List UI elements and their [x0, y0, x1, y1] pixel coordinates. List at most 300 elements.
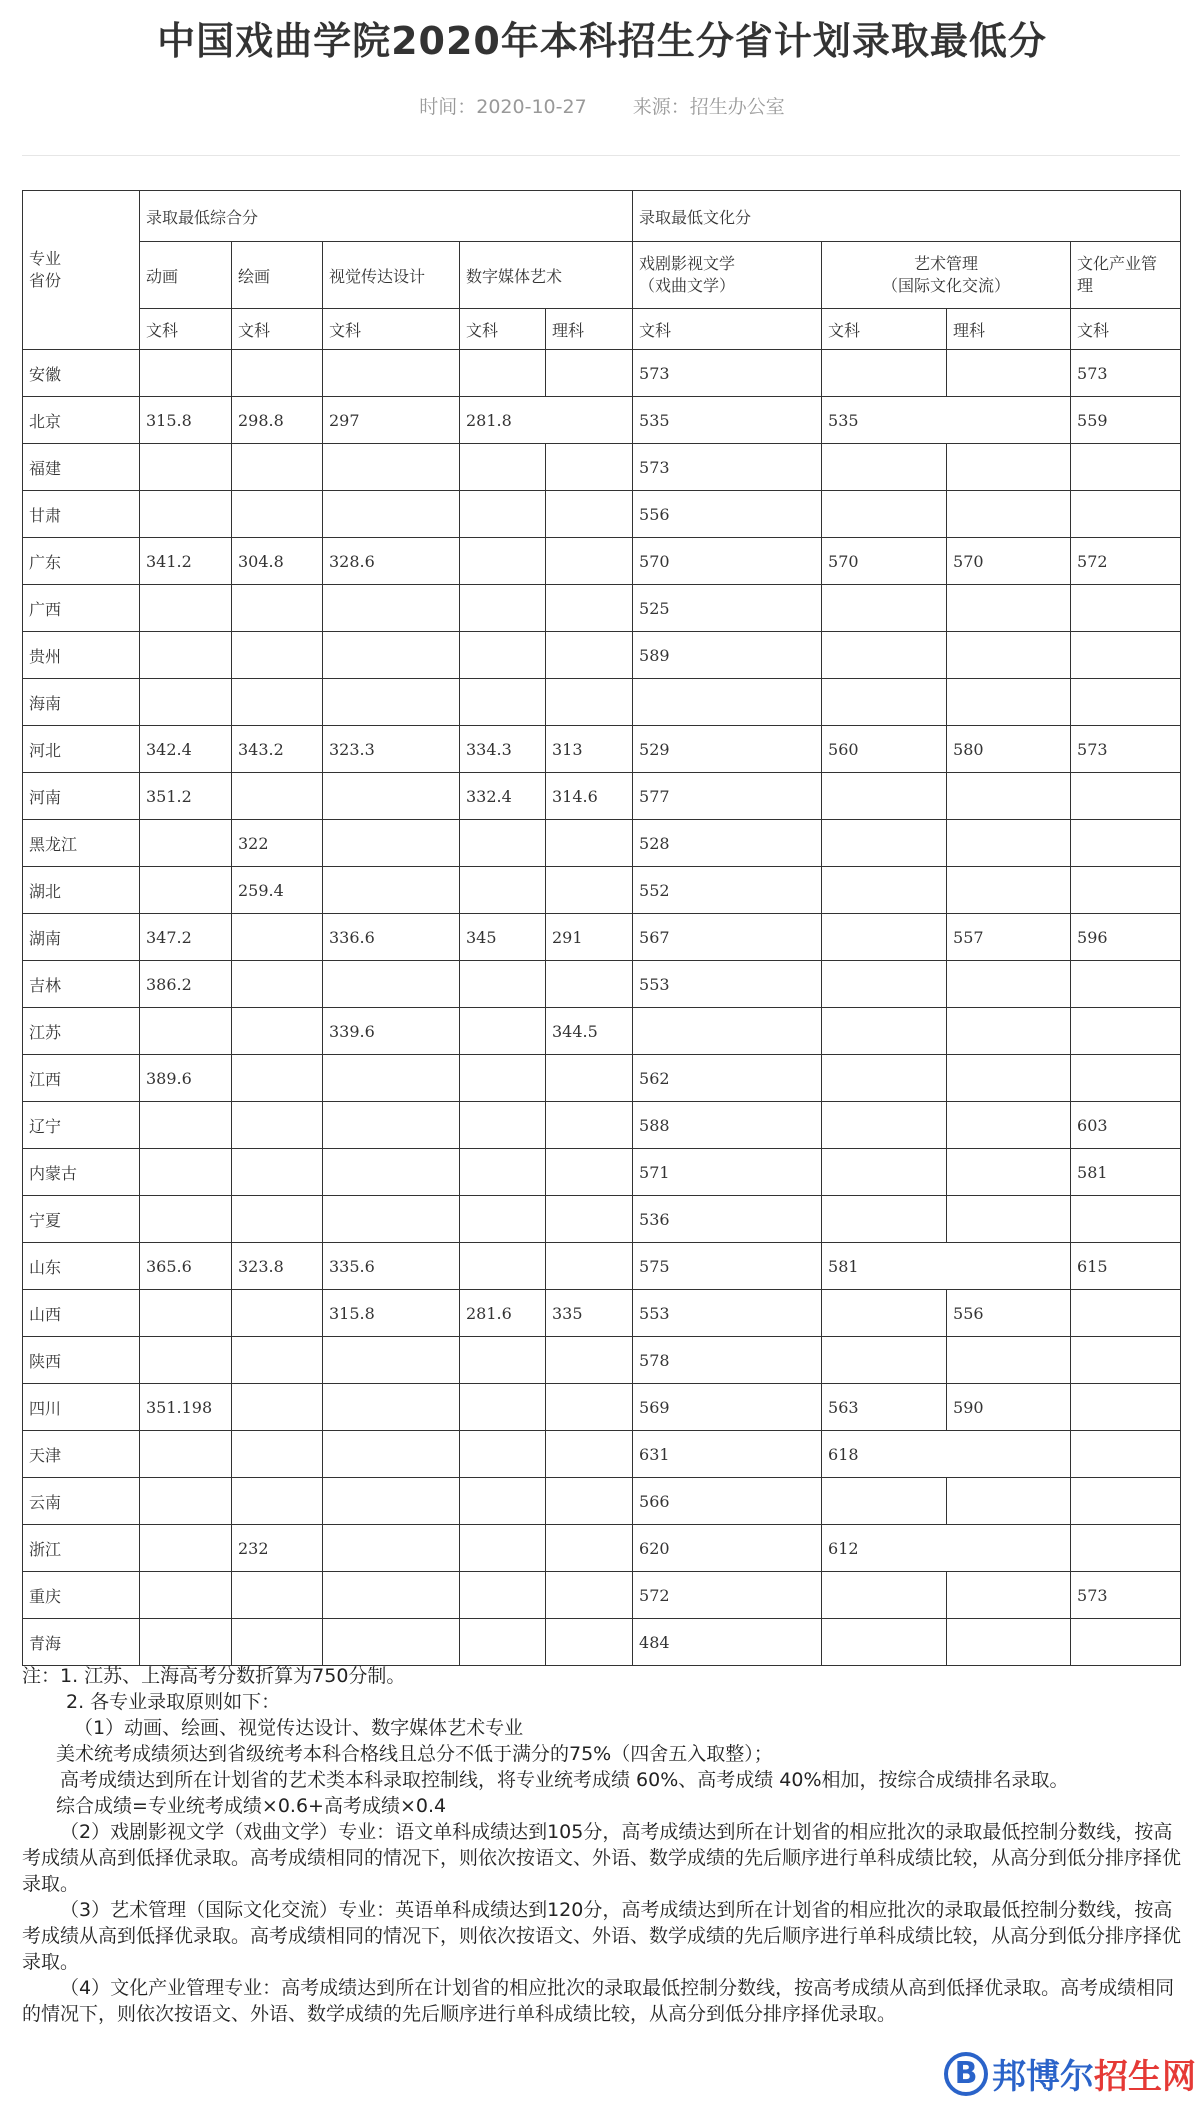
score-cell [947, 1055, 1071, 1102]
score-cell [232, 444, 323, 491]
score-cell [822, 961, 947, 1008]
score-cell: 525 [633, 585, 822, 632]
score-cell: 259.4 [232, 867, 323, 914]
score-cell: 573 [1071, 726, 1181, 773]
score-cell: 575 [633, 1243, 822, 1290]
group-header-composite: 录取最低综合分 [140, 191, 633, 242]
province-cell: 福建 [23, 444, 140, 491]
province-cell: 山西 [23, 1290, 140, 1337]
score-cell [460, 1478, 546, 1525]
score-cell [1071, 1055, 1181, 1102]
table-row [23, 773, 1181, 820]
score-cell [546, 1431, 633, 1478]
score-cell [460, 1431, 546, 1478]
score-cell [460, 585, 546, 632]
score-cell: 552 [633, 867, 822, 914]
score-cell: 562 [633, 1055, 822, 1102]
score-cell: 603 [1071, 1102, 1181, 1149]
subject-header: 文科 [1071, 309, 1181, 350]
score-cell [822, 773, 947, 820]
score-cell [460, 1055, 546, 1102]
score-cell: 344.5 [546, 1008, 633, 1055]
score-cell [546, 1243, 633, 1290]
score-cell [323, 1196, 460, 1243]
score-cell [140, 867, 232, 914]
score-cell: 560 [822, 726, 947, 773]
score-cell [546, 1337, 633, 1384]
score-cell [1071, 1478, 1181, 1525]
table-row [23, 632, 1181, 679]
table-row [23, 444, 1181, 491]
score-cell [633, 1008, 822, 1055]
subject-header: 文科 [633, 309, 822, 350]
score-cell: 351.198 [140, 1384, 232, 1431]
subject-header: 理科 [947, 309, 1071, 350]
score-cell: 535 [633, 397, 822, 444]
table-row [23, 1290, 1181, 1337]
score-cell: 332.4 [460, 773, 546, 820]
article-meta [0, 92, 1204, 119]
score-cell [323, 444, 460, 491]
major-header-huihua: 绘画 [232, 242, 323, 309]
score-cell [546, 1572, 633, 1619]
score-cell: 573 [633, 350, 822, 397]
score-cell [947, 1619, 1071, 1666]
score-cell [546, 1384, 633, 1431]
score-cell [822, 679, 947, 726]
table-row [23, 1431, 1181, 1478]
score-cell: 536 [633, 1196, 822, 1243]
score-cell: 631 [633, 1431, 822, 1478]
score-cell: 596 [1071, 914, 1181, 961]
score-cell [546, 1619, 633, 1666]
province-cell: 甘肃 [23, 491, 140, 538]
score-cell [323, 585, 460, 632]
score-cell: 342.4 [140, 726, 232, 773]
score-cell [947, 1102, 1071, 1149]
table-row [23, 1384, 1181, 1431]
score-cell: 573 [633, 444, 822, 491]
score-cell [822, 867, 947, 914]
score-cell [232, 1572, 323, 1619]
notes-section [22, 1663, 1182, 2027]
table-row [23, 1008, 1181, 1055]
watermark-text-a: 邦博尔 [992, 2057, 1094, 2097]
score-cell: 535 [822, 397, 1071, 444]
score-cell [1071, 867, 1181, 914]
score-cell: 588 [633, 1102, 822, 1149]
score-cell [1071, 1290, 1181, 1337]
score-cell: 281.8 [460, 397, 633, 444]
score-cell [323, 350, 460, 397]
province-cell: 湖南 [23, 914, 140, 961]
score-cell [546, 961, 633, 1008]
score-rows [23, 350, 1181, 1666]
score-cell [1071, 1619, 1181, 1666]
title-divider [22, 155, 1180, 156]
score-cell [323, 1572, 460, 1619]
watermark-text [992, 2049, 1196, 2098]
score-cell: 556 [633, 491, 822, 538]
score-cell [232, 1008, 323, 1055]
score-cell: 567 [633, 914, 822, 961]
watermark-text-b: 招生网 [1094, 2057, 1196, 2097]
table-row [23, 1572, 1181, 1619]
score-cell [947, 679, 1071, 726]
score-cell [232, 914, 323, 961]
score-cell: 612 [822, 1525, 1071, 1572]
score-cell: 323.3 [323, 726, 460, 773]
score-cell: 386.2 [140, 961, 232, 1008]
score-cell [947, 1337, 1071, 1384]
province-cell: 安徽 [23, 350, 140, 397]
score-cell [1071, 632, 1181, 679]
score-cell: 315.8 [323, 1290, 460, 1337]
province-cell: 江西 [23, 1055, 140, 1102]
score-cell [140, 491, 232, 538]
major-header-shuzi: 数字媒体艺术 [460, 242, 633, 309]
score-cell [140, 679, 232, 726]
table-row [23, 961, 1181, 1008]
province-cell: 广东 [23, 538, 140, 585]
major-header-donghua: 动画 [140, 242, 232, 309]
table-row [23, 538, 1181, 585]
score-cell [822, 1008, 947, 1055]
score-cell: 580 [947, 726, 1071, 773]
watermark-logo-icon: B [944, 2052, 988, 2096]
score-cell [947, 773, 1071, 820]
score-cell [546, 1196, 633, 1243]
province-cell: 河北 [23, 726, 140, 773]
score-cell [232, 679, 323, 726]
province-cell: 辽宁 [23, 1102, 140, 1149]
score-cell [323, 491, 460, 538]
score-cell: 563 [822, 1384, 947, 1431]
subject-header: 理科 [546, 309, 633, 350]
score-cell: 620 [633, 1525, 822, 1572]
score-cell [232, 632, 323, 679]
score-cell [460, 867, 546, 914]
score-cell [460, 1525, 546, 1572]
score-cell [947, 632, 1071, 679]
score-cell: 345 [460, 914, 546, 961]
score-cell [140, 1478, 232, 1525]
score-table [22, 190, 1181, 1666]
score-cell [323, 1384, 460, 1431]
score-cell: 343.2 [232, 726, 323, 773]
score-cell: 365.6 [140, 1243, 232, 1290]
score-cell [1071, 585, 1181, 632]
note-line: 高考成绩达到所在计划省的艺术类本科录取控制线，将专业统考成绩 60%、高考成绩 40%相加，按综合成绩排名录取。 [60, 1769, 1069, 1791]
score-cell: 572 [633, 1572, 822, 1619]
subject-header: 文科 [822, 309, 947, 350]
score-cell [546, 1055, 633, 1102]
score-cell: 298.8 [232, 397, 323, 444]
score-cell [323, 632, 460, 679]
score-cell [140, 585, 232, 632]
table-row [23, 820, 1181, 867]
score-cell [232, 585, 323, 632]
score-cell: 351.2 [140, 773, 232, 820]
publish-time: 时间：2020-10-27 [419, 96, 587, 118]
score-cell: 529 [633, 726, 822, 773]
table-row [23, 1149, 1181, 1196]
score-cell [822, 491, 947, 538]
score-cell [822, 585, 947, 632]
score-cell [546, 538, 633, 585]
province-cell: 江苏 [23, 1008, 140, 1055]
table-row [23, 1337, 1181, 1384]
score-cell [546, 1525, 633, 1572]
score-cell [232, 1055, 323, 1102]
score-cell [546, 820, 633, 867]
score-cell [822, 1055, 947, 1102]
score-cell [323, 679, 460, 726]
table-row [23, 491, 1181, 538]
score-cell: 323.8 [232, 1243, 323, 1290]
score-cell: 335 [546, 1290, 633, 1337]
score-cell [947, 1196, 1071, 1243]
score-cell: 572 [1071, 538, 1181, 585]
province-cell: 山东 [23, 1243, 140, 1290]
score-cell [460, 444, 546, 491]
score-cell [232, 1431, 323, 1478]
table-row [23, 350, 1181, 397]
score-cell [232, 491, 323, 538]
score-cell [140, 1008, 232, 1055]
score-cell [323, 1478, 460, 1525]
score-cell [546, 350, 633, 397]
group-header-culture: 录取最低文化分 [633, 191, 1181, 242]
score-cell [1071, 1525, 1181, 1572]
score-cell [232, 350, 323, 397]
score-cell: 570 [633, 538, 822, 585]
table-row [23, 867, 1181, 914]
score-cell [323, 1102, 460, 1149]
score-cell: 573 [1071, 1572, 1181, 1619]
score-cell [1071, 961, 1181, 1008]
score-cell: 556 [947, 1290, 1071, 1337]
score-cell [232, 1290, 323, 1337]
province-cell: 陕西 [23, 1337, 140, 1384]
score-cell [1071, 491, 1181, 538]
province-cell: 湖北 [23, 867, 140, 914]
page-title: 中国戏曲学院2020年本科招生分省计划录取最低分 [157, 19, 1047, 63]
score-cell [323, 773, 460, 820]
score-cell [947, 1478, 1071, 1525]
score-cell [460, 1384, 546, 1431]
score-cell: 313 [546, 726, 633, 773]
score-cell: 581 [822, 1243, 1071, 1290]
site-watermark [944, 2049, 1196, 2098]
score-cell [546, 632, 633, 679]
score-cell: 314.6 [546, 773, 633, 820]
subject-header: 文科 [323, 309, 460, 350]
score-cell [323, 1149, 460, 1196]
score-cell [460, 820, 546, 867]
score-cell [546, 679, 633, 726]
score-cell: 559 [1071, 397, 1181, 444]
score-cell: 484 [633, 1619, 822, 1666]
subject-header: 文科 [232, 309, 323, 350]
score-cell [947, 491, 1071, 538]
province-cell: 青海 [23, 1619, 140, 1666]
score-cell: 304.8 [232, 538, 323, 585]
note-line: （2）戏剧影视文学（戏曲文学）专业：语文单科成绩达到105分，高考成绩达到所在计划省的相应批次的录取最低控制分数线，按高考成绩从高到低择优录取。高考成绩相同的情况下，则依次按语文、外语、数学成绩的先后顺序进行单科成绩比较，从高分到低分排序择优录取。 [22, 1821, 1182, 1895]
score-cell [232, 1619, 323, 1666]
score-cell [1071, 679, 1181, 726]
table-row [23, 1525, 1181, 1572]
score-cell [947, 444, 1071, 491]
score-cell [1071, 1384, 1181, 1431]
score-cell [822, 1337, 947, 1384]
score-cell [460, 1008, 546, 1055]
score-cell [140, 1290, 232, 1337]
table-row [23, 1102, 1181, 1149]
score-cell [1071, 773, 1181, 820]
table-row [23, 726, 1181, 773]
province-cell: 重庆 [23, 1572, 140, 1619]
score-cell [460, 679, 546, 726]
subject-header: 文科 [140, 309, 232, 350]
score-cell [323, 820, 460, 867]
note-line: 综合成绩=专业统考成绩×0.6+高考成绩×0.4 [56, 1795, 447, 1817]
score-cell [460, 632, 546, 679]
score-cell [947, 961, 1071, 1008]
score-cell [232, 1337, 323, 1384]
score-cell [232, 1478, 323, 1525]
article-source: 来源：招生办公室 [632, 96, 785, 118]
score-cell [460, 1619, 546, 1666]
score-cell [140, 1619, 232, 1666]
score-cell [822, 820, 947, 867]
score-cell: 335.6 [323, 1243, 460, 1290]
province-cell: 浙江 [23, 1525, 140, 1572]
score-cell [822, 632, 947, 679]
score-cell: 615 [1071, 1243, 1181, 1290]
score-cell [460, 538, 546, 585]
score-cell [323, 1431, 460, 1478]
major-header-yishu: 艺术管理 （国际文化交流） [822, 242, 1071, 309]
score-cell [546, 1478, 633, 1525]
score-cell [546, 1149, 633, 1196]
table-row [23, 914, 1181, 961]
table-row [23, 585, 1181, 632]
corner-header: 专业 省份 [23, 191, 140, 350]
score-cell [1071, 1008, 1181, 1055]
score-cell: 590 [947, 1384, 1071, 1431]
score-cell [947, 350, 1071, 397]
score-cell [232, 1384, 323, 1431]
score-cell: 281.6 [460, 1290, 546, 1337]
score-cell [1071, 1196, 1181, 1243]
score-cell [822, 914, 947, 961]
score-cell [460, 350, 546, 397]
note-line: （1）动画、绘画、视觉传达设计、数字媒体艺术专业 [74, 1717, 524, 1739]
score-cell [822, 1196, 947, 1243]
score-cell [947, 820, 1071, 867]
score-cell: 322 [232, 820, 323, 867]
score-cell: 297 [323, 397, 460, 444]
score-cell: 570 [947, 538, 1071, 585]
score-cell [1071, 820, 1181, 867]
score-cell [460, 1149, 546, 1196]
score-cell [140, 1572, 232, 1619]
score-cell [460, 961, 546, 1008]
score-cell: 618 [822, 1431, 1071, 1478]
score-cell: 341.2 [140, 538, 232, 585]
score-cell [460, 491, 546, 538]
score-cell [460, 1243, 546, 1290]
score-cell [822, 1478, 947, 1525]
score-cell [323, 867, 460, 914]
score-cell [1071, 1337, 1181, 1384]
score-cell [822, 1619, 947, 1666]
score-cell: 334.3 [460, 726, 546, 773]
note-line: 注：1. 江苏、上海高考分数折算为750分制。 [22, 1665, 406, 1687]
score-cell: 589 [633, 632, 822, 679]
score-cell [140, 1525, 232, 1572]
score-cell: 566 [633, 1478, 822, 1525]
score-cell [140, 1431, 232, 1478]
province-cell: 河南 [23, 773, 140, 820]
score-cell: 573 [1071, 350, 1181, 397]
score-cell [947, 1149, 1071, 1196]
score-cell: 336.6 [323, 914, 460, 961]
table-row [23, 1243, 1181, 1290]
table-row [23, 679, 1181, 726]
note-line: 美术统考成绩须达到省级统考本科合格线且总分不低于满分的75%（四舍五入取整）； [56, 1743, 773, 1765]
score-cell [546, 585, 633, 632]
province-cell: 宁夏 [23, 1196, 140, 1243]
score-cell [140, 820, 232, 867]
province-cell: 广西 [23, 585, 140, 632]
score-cell: 581 [1071, 1149, 1181, 1196]
score-cell [822, 1102, 947, 1149]
score-cell [633, 679, 822, 726]
score-cell [822, 1572, 947, 1619]
province-cell: 内蒙古 [23, 1149, 140, 1196]
score-cell [140, 444, 232, 491]
score-cell [140, 1102, 232, 1149]
score-cell [140, 1196, 232, 1243]
table-row [23, 1196, 1181, 1243]
score-cell: 528 [633, 820, 822, 867]
score-cell: 328.6 [323, 538, 460, 585]
score-cell: 570 [822, 538, 947, 585]
score-cell [140, 632, 232, 679]
score-cell [232, 1196, 323, 1243]
score-cell [323, 961, 460, 1008]
score-cell: 291 [546, 914, 633, 961]
score-cell [822, 1290, 947, 1337]
score-cell [460, 1196, 546, 1243]
score-cell [232, 1102, 323, 1149]
score-cell [822, 350, 947, 397]
score-cell [1071, 444, 1181, 491]
score-cell [460, 1572, 546, 1619]
score-cell: 571 [633, 1149, 822, 1196]
score-cell: 339.6 [323, 1008, 460, 1055]
score-cell: 347.2 [140, 914, 232, 961]
province-cell: 贵州 [23, 632, 140, 679]
province-cell: 天津 [23, 1431, 140, 1478]
score-cell [323, 1337, 460, 1384]
score-cell: 232 [232, 1525, 323, 1572]
score-cell [546, 1102, 633, 1149]
note-line: （3）艺术管理（国际文化交流）专业：英语单科成绩达到120分，高考成绩达到所在计划省的相应批次的录取最低控制分数线，按高考成绩从高到低择优录取。高考成绩相同的情况下，则依次按语文、外语、数学成绩的先后顺序进行单科成绩比较，从高分到低分排序择优录取。 [22, 1899, 1182, 1973]
province-cell: 四川 [23, 1384, 140, 1431]
